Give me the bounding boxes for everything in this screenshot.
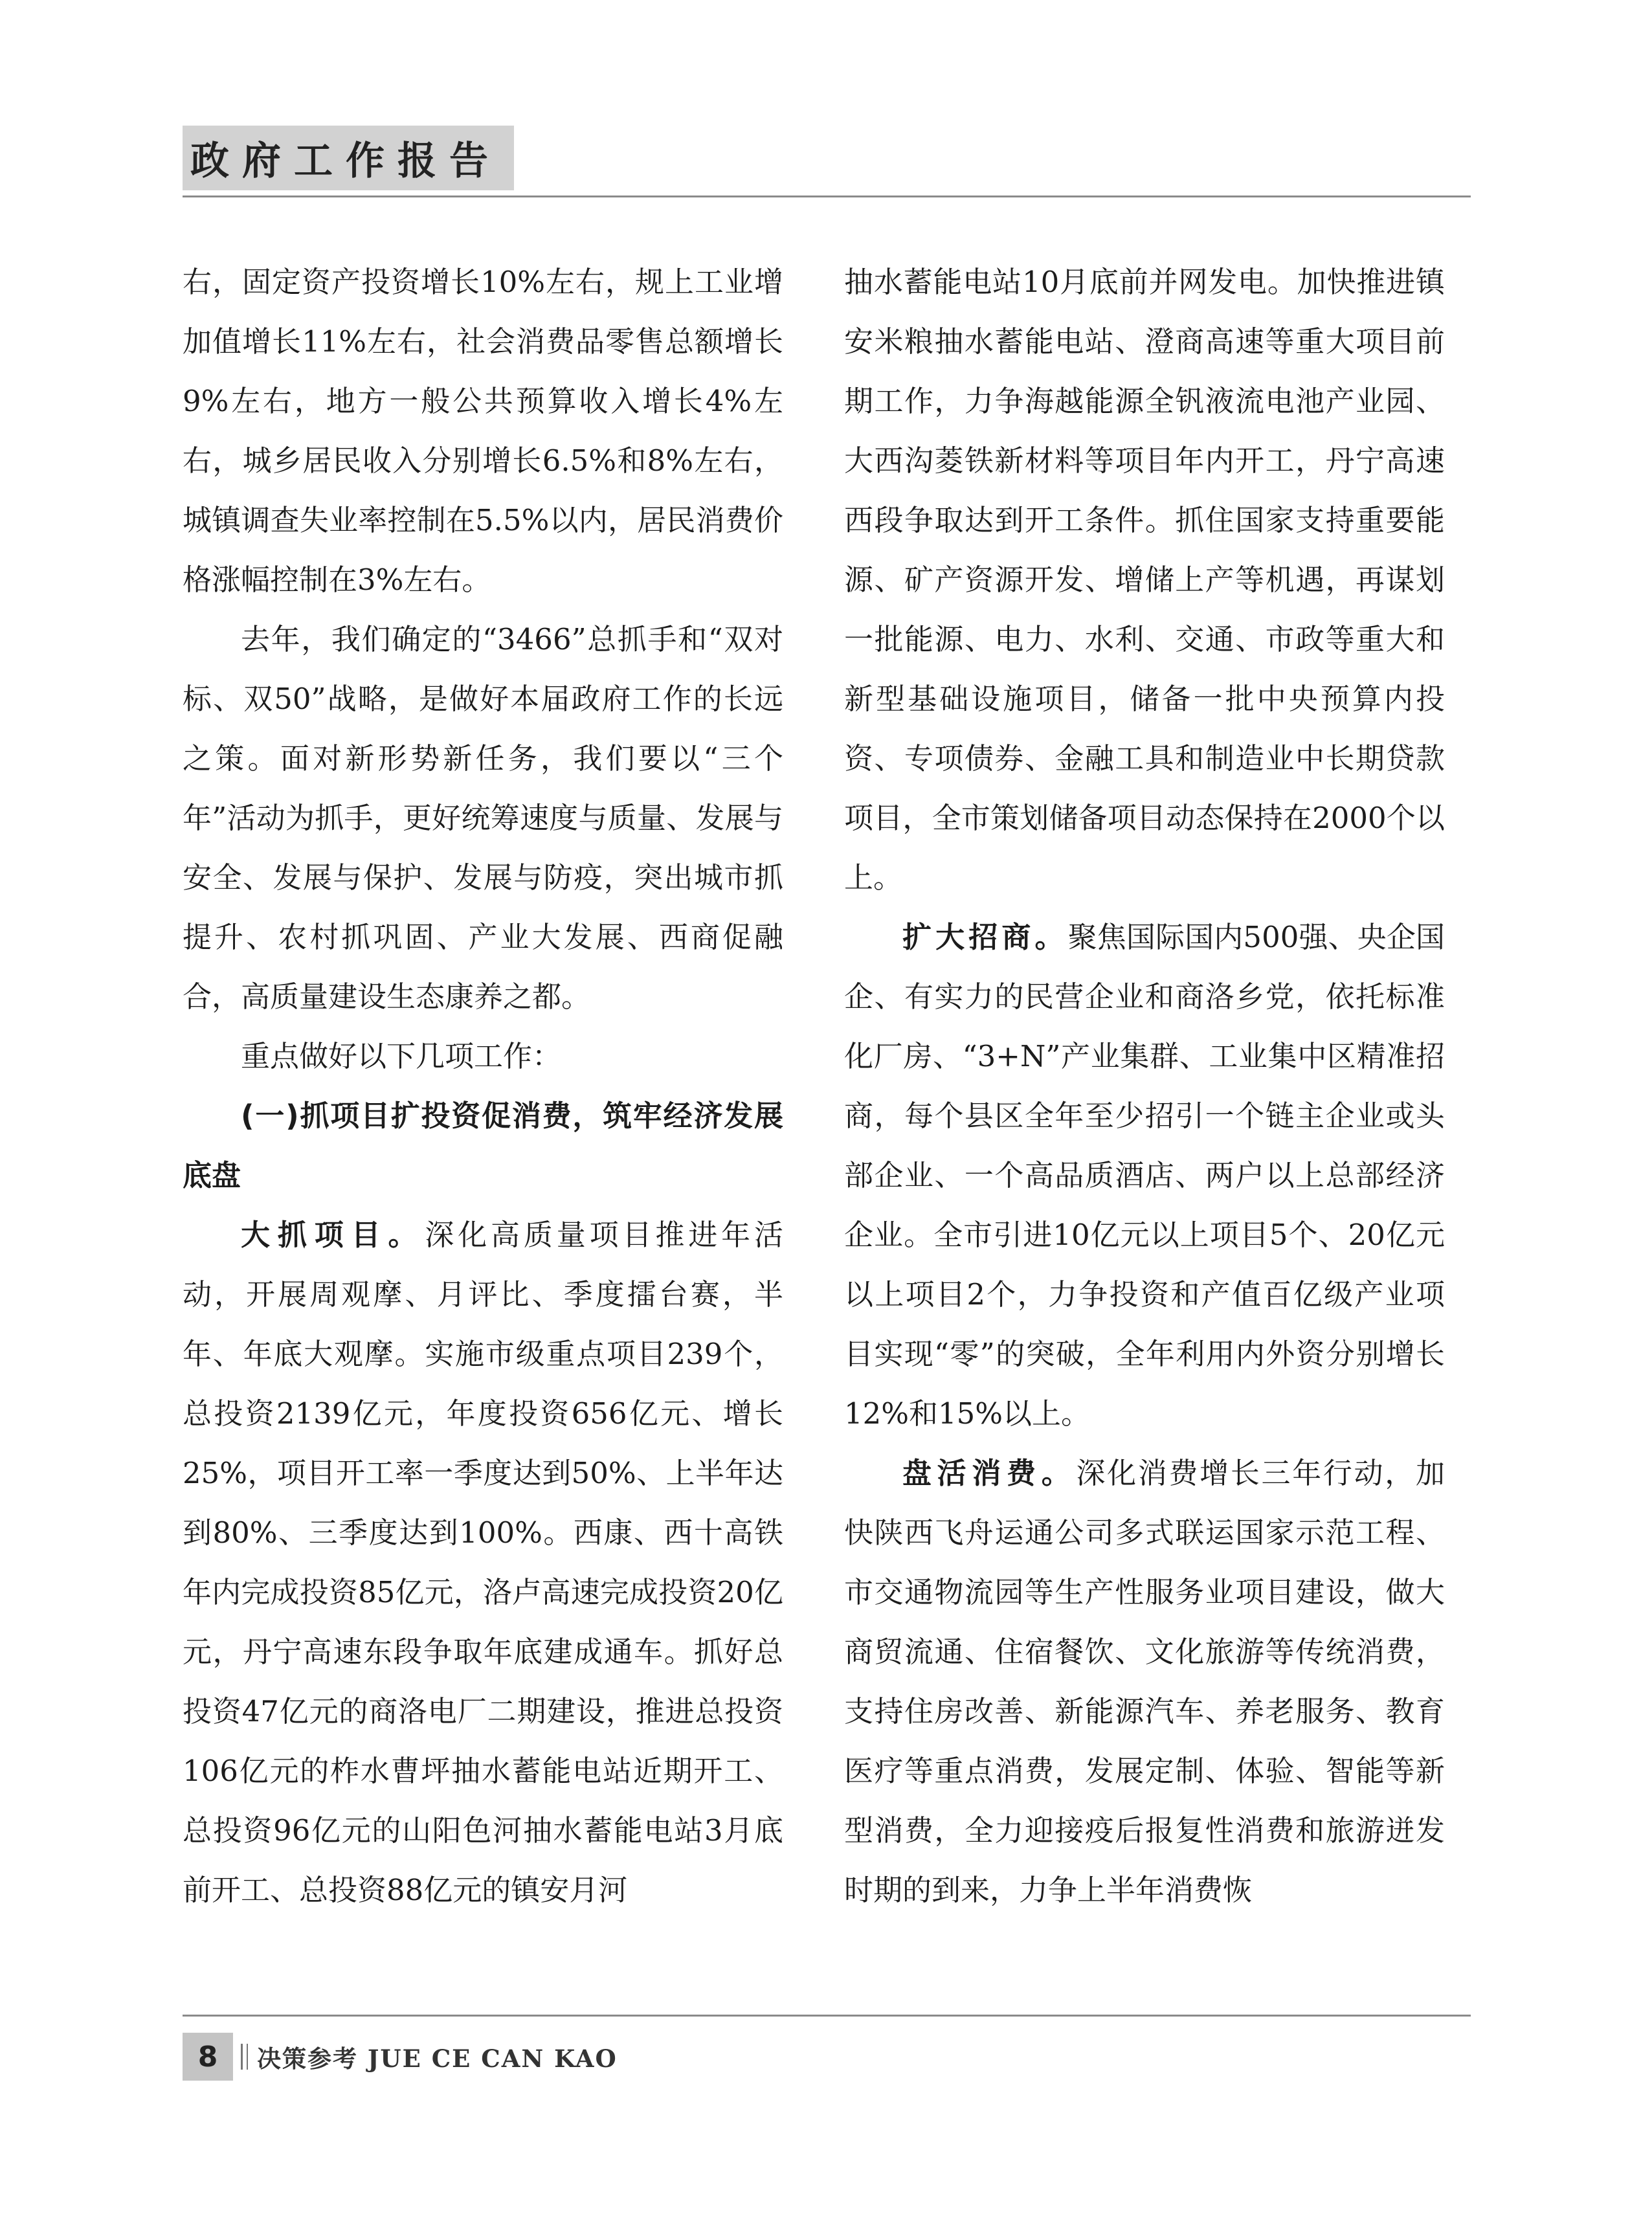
- header-title-text: 政府工作报告: [190, 139, 501, 184]
- header-divider: [183, 196, 1471, 197]
- paragraph-projects: [183, 1205, 783, 1920]
- paragraph-investment-body: 聚焦国际国内500强、央企国企、有实力的民营企业和商洛乡党，依托标准化厂房、“3+N”产业集群、工业集中区精准招商，每个县区全年至少招引一个链主企业或头部企业、一个高品质酒店、两户以上总部经济企业。全市引进10亿元以上项目5个、20亿元以上项目2个，力争投资和产值百亿级产业项目实现“零”的突破，全年利用内外资分别增长12%和15%以上。: [844, 920, 1445, 1431]
- page-footer: [183, 2033, 618, 2081]
- footer-separator-thin: [247, 2044, 248, 2070]
- paragraph-projects-body: 深化高质量项目推进年活动，开展周观摩、月评比、季度擂台赛，半年、年底大观摩。实施市级重点项目239个，总投资2139亿元，年度投资656亿元、增长25%，项目开工率一季度达到50%、上半年达到80%、三季度达到100%。西康、西十高铁年内完成投资85亿元，洛卢高速完成投资20亿元，丹宁高速东段争取年底建成通车。抓好总投资47亿元的商洛电厂二期建设，推进总投资106亿元的柞水曹坪抽水蓄能电站近期开工、总投资96亿元的山阳色河抽水蓄能电站3月底前开工、总投资88亿元的镇安月河: [183, 1218, 783, 1907]
- paragraph-strategy: 去年，我们确定的“3466”总抓手和“双对标、双50”战略，是做好本届政府工作的长远之策。面对新形势新任务，我们要以“三个年”活动为抓手，更好统筹速度与质量、发展与安全、发展与保护、发展与防疫，突出城市抓提升、农村抓巩固、产业大发展、西商促融合，高质量建设生态康养之都。: [183, 622, 783, 1014]
- page-header-title: [183, 126, 514, 190]
- right-column: [844, 252, 1445, 1920]
- paragraph-investment-lead: 扩大招商。: [902, 920, 1068, 954]
- paragraph-consumption-lead: 盘活消费。: [902, 1456, 1077, 1490]
- paragraph-key-tasks-intro: 重点做好以下几项工作：: [241, 1039, 562, 1073]
- publication-name: 决策参考 JUE CE CAN KAO: [257, 2044, 618, 2073]
- left-column: [183, 252, 783, 1920]
- paragraph-targets: 右，固定资产投资增长10%左右，规上工业增加值增长11%左右，社会消费品零售总额增长9%左右，地方一般公共预算收入增长4%左右，城乡居民收入分别增长6.5%和8%左右，城镇调查失业率控制在5.5%以内，居民消费价格涨幅控制在3%左右。: [183, 265, 783, 597]
- paragraph-projects-continued: 抽水蓄能电站10月底前并网发电。加快推进镇安米粮抽水蓄能电站、澄商高速等重大项目前期工作，力争海越能源全钒液流电池产业园、大西沟菱铁新材料等项目年内开工，丹宁高速西段争取达到开工条件。抓住国家支持重要能源、矿产资源开发、增储上产等机遇，再谋划一批能源、电力、水利、交通、市政等重大和新型基础设施项目，储备一批中央预算内投资、专项债券、金融工具和制造业中长期贷款项目，全市策划储备项目动态保持在2000个以上。: [844, 265, 1445, 895]
- paragraph-investment: [844, 908, 1445, 1444]
- paragraph-projects-lead: 大抓项目。: [241, 1218, 425, 1252]
- section-heading-1: (一)抓项目扩投资促消费，筑牢经济发展底盘: [183, 1099, 783, 1192]
- footer-separator: [241, 2044, 243, 2070]
- page-number: 8: [183, 2033, 233, 2081]
- paragraph-consumption: [844, 1444, 1445, 1920]
- paragraph-consumption-body: 深化消费增长三年行动，加快陕西飞舟运通公司多式联运国家示范工程、市交通物流园等生产性服务业项目建设，做大商贸流通、住宿餐饮、文化旅游等传统消费，支持住房改善、新能源汽车、养老服务、教育医疗等重点消费，发展定制、体验、智能等新型消费，全力迎接疫后报复性消费和旅游迸发时期的到来，力争上半年消费恢: [844, 1456, 1445, 1907]
- footer-divider: [183, 2015, 1471, 2017]
